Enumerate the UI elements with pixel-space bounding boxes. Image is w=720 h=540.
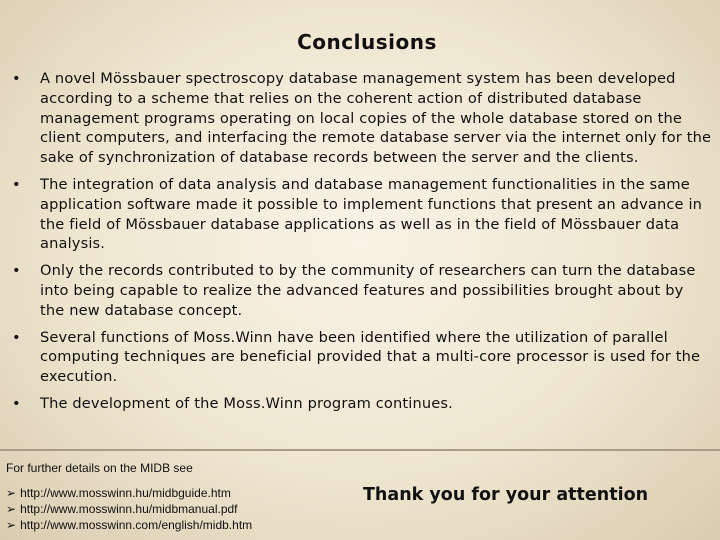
link-midbmanual[interactable]: http://www.mosswinn.hu/midbmanual.pdf (20, 502, 238, 516)
thank-you-text: Thank you for your attention (363, 485, 649, 505)
bullet-text: Only the records contributed to by the community of researchers can turn the database into being capable to realize the advanced features and possibilities brought about by the new database concept. (40, 262, 696, 319)
link-midbguide[interactable]: http://www.mosswinn.hu/midbguide.htm (20, 486, 231, 500)
further-details-text: For further details on the MIDB see (6, 461, 193, 475)
bullet-item (12, 261, 712, 320)
bullet-text: The integration of data analysis and database management functionalities in the same application software made it possible to implement functions that present an advance in the field of Mössbauer database applications as well as in the field of Mössbauer data analysis. (40, 175, 703, 253)
arrow-bullet-icon: ➢ (6, 486, 17, 500)
link-item (6, 501, 252, 517)
bullet-icon: • (12, 328, 21, 346)
link-midb-english[interactable]: http://www.mosswinn.com/english/midb.htm (20, 518, 253, 532)
bullet-text: Several functions of Moss.Winn have been identified where the utilization of parallel computing techniques are beneficial provided that a multi-core processor is used for the execution. (40, 328, 701, 386)
conclusions-list (12, 69, 712, 421)
arrow-bullet-icon: ➢ (6, 502, 17, 516)
bullet-icon: • (12, 70, 21, 87)
bullet-text: The development of the Moss.Winn program continues. (40, 394, 453, 412)
bullet-item (12, 175, 712, 254)
bullet-icon: • (12, 394, 21, 412)
link-item (6, 517, 252, 533)
divider (0, 449, 720, 451)
bullet-item (12, 69, 712, 168)
bullet-icon: • (12, 175, 21, 193)
link-item (6, 485, 252, 501)
bullet-icon: • (12, 262, 21, 280)
bullet-item (12, 328, 712, 387)
bullet-item (12, 394, 712, 414)
link-list (6, 485, 252, 533)
slide-title: Conclusions (297, 30, 437, 54)
arrow-bullet-icon: ➢ (6, 518, 17, 532)
bullet-text: A novel Mössbauer spectroscopy database management system has been developed according to a scheme that relies on the coherent action of distributed database management programs operating on local copies of the whole database stored on the client computers, and interfacing the remote database server via the internet only for the sake of synchronization of database records between the server and the clients. (40, 70, 712, 167)
